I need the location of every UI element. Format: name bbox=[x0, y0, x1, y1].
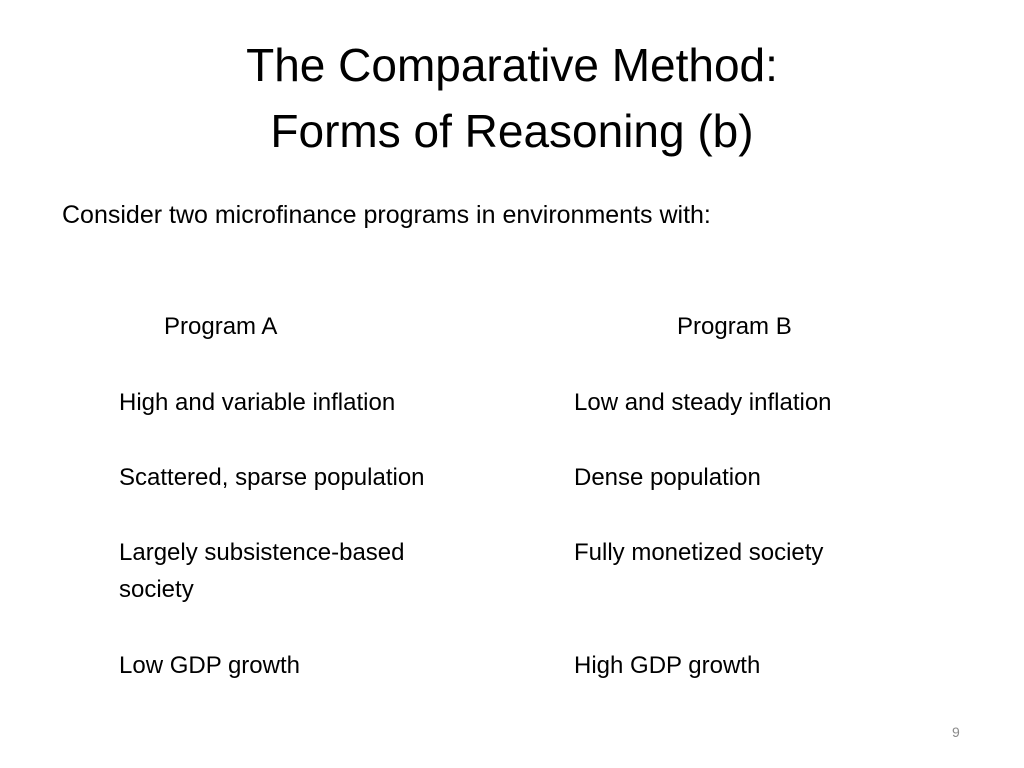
slide-title-line-2: Forms of Reasoning (b) bbox=[270, 105, 754, 157]
program-b-inflation: Low and steady inflation bbox=[574, 389, 832, 416]
program-b-society: Fully monetized society bbox=[574, 539, 824, 566]
page-number: 9 bbox=[952, 724, 960, 740]
program-a-society: Largely subsistence-based society bbox=[119, 539, 405, 603]
slide-title-line-1: The Comparative Method: bbox=[246, 39, 778, 91]
slide-title bbox=[0, 32, 1024, 164]
program-a-inflation: High and variable inflation bbox=[119, 389, 396, 416]
program-a-header: Program A bbox=[164, 313, 278, 340]
program-b-header: Program B bbox=[677, 313, 792, 340]
program-b-population: Dense population bbox=[574, 464, 761, 491]
program-b-gdp-growth: High GDP growth bbox=[574, 652, 761, 679]
program-a-population: Scattered, sparse population bbox=[119, 464, 425, 491]
intro-text: Consider two microfinance programs in environments with: bbox=[62, 201, 711, 229]
program-a-gdp-growth: Low GDP growth bbox=[119, 652, 300, 679]
